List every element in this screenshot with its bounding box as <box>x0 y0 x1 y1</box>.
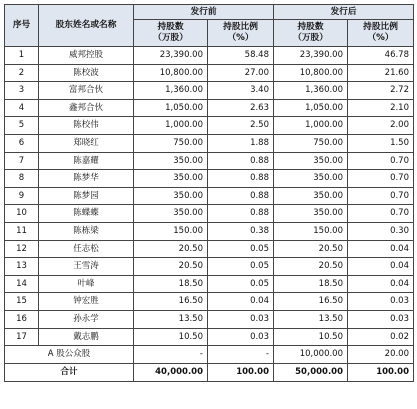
shareholder-name: 陈栋梁 <box>39 222 134 240</box>
total-row <box>5 363 414 381</box>
table-row <box>5 134 414 152</box>
group-header-after: 发行后 <box>274 5 414 20</box>
shareholder-name: 孙永学 <box>39 310 134 328</box>
before-ratio: 0.04 <box>208 293 274 311</box>
col-header-before-ratio <box>208 20 274 47</box>
after-shares: 350.00 <box>274 205 348 223</box>
before-shares: 10.50 <box>134 328 208 346</box>
public-after-shares: 10,000.00 <box>274 346 348 364</box>
table-row <box>5 152 414 170</box>
before-shares: 20.50 <box>134 258 208 276</box>
public-shares-row <box>5 346 414 364</box>
row-number: 11 <box>5 222 39 240</box>
after-ratio: 2.72 <box>348 82 414 100</box>
row-number: 10 <box>5 205 39 223</box>
after-ratio: 0.70 <box>348 152 414 170</box>
shareholder-name: 钟宏胜 <box>39 293 134 311</box>
before-ratio: 0.38 <box>208 222 274 240</box>
before-shares: 350.00 <box>134 205 208 223</box>
public-after-ratio: 20.00 <box>348 346 414 364</box>
before-shares: 1,000.00 <box>134 117 208 135</box>
row-number: 2 <box>5 64 39 82</box>
before-ratio: 0.88 <box>208 170 274 188</box>
after-ratio: 0.04 <box>348 275 414 293</box>
col-header-no: 序号 <box>5 5 39 47</box>
before-ratio: 0.88 <box>208 205 274 223</box>
row-number: 17 <box>5 328 39 346</box>
shareholder-name: 陈嘉耀 <box>39 152 134 170</box>
table-row <box>5 47 414 65</box>
before-shares: 1,360.00 <box>134 82 208 100</box>
before-shares: 13.50 <box>134 310 208 328</box>
shareholder-name: 郑晓红 <box>39 134 134 152</box>
after-ratio: 2.00 <box>348 117 414 135</box>
header-row-1 <box>5 5 414 20</box>
col-header-name: 股东姓名或名称 <box>39 5 134 47</box>
after-shares: 13.50 <box>274 310 348 328</box>
before-shares: 150.00 <box>134 222 208 240</box>
after-shares: 1,000.00 <box>274 117 348 135</box>
before-ratio: 0.05 <box>208 240 274 258</box>
shares-unit: （万股） <box>153 33 188 43</box>
after-ratio: 0.04 <box>348 258 414 276</box>
total-before-shares: 40,000.00 <box>134 363 208 381</box>
after-shares: 350.00 <box>274 152 348 170</box>
total-label: 合计 <box>5 363 134 381</box>
before-ratio: 2.50 <box>208 117 274 135</box>
total-after-ratio: 100.00 <box>348 363 414 381</box>
before-shares: 350.00 <box>134 170 208 188</box>
public-before-ratio: - <box>208 346 274 364</box>
ratio-unit: （%） <box>227 33 254 43</box>
after-ratio: 2.10 <box>348 99 414 117</box>
shareholder-name: 叶峰 <box>39 275 134 293</box>
after-ratio: 0.02 <box>348 328 414 346</box>
shares-label: 持股数 <box>157 22 184 33</box>
after-shares: 10,800.00 <box>274 64 348 82</box>
after-shares: 20.50 <box>274 258 348 276</box>
after-ratio: 21.60 <box>348 64 414 82</box>
shareholder-name: 陈梦园 <box>39 187 134 205</box>
after-ratio: 0.70 <box>348 170 414 188</box>
after-shares: 150.00 <box>274 222 348 240</box>
after-shares: 20.50 <box>274 240 348 258</box>
before-ratio: 1.88 <box>208 134 274 152</box>
shareholding-table-sheet <box>4 4 413 405</box>
shareholder-name: 鑫邦合伙 <box>39 99 134 117</box>
before-ratio: 27.00 <box>208 64 274 82</box>
before-shares: 750.00 <box>134 134 208 152</box>
shareholder-name: 陈蝶蝶 <box>39 205 134 223</box>
before-shares: 1,050.00 <box>134 99 208 117</box>
before-shares: 23,390.00 <box>134 47 208 65</box>
before-shares: 18.50 <box>134 275 208 293</box>
before-shares: 350.00 <box>134 152 208 170</box>
table-row <box>5 310 414 328</box>
table-row <box>5 205 414 223</box>
total-after-shares: 50,000.00 <box>274 363 348 381</box>
before-ratio: 0.03 <box>208 328 274 346</box>
table-row <box>5 240 414 258</box>
table-row <box>5 222 414 240</box>
after-shares: 750.00 <box>274 134 348 152</box>
before-ratio: 0.88 <box>208 187 274 205</box>
before-ratio: 2.63 <box>208 99 274 117</box>
after-shares: 16.50 <box>274 293 348 311</box>
shareholder-name: 陈校波 <box>39 64 134 82</box>
table-row <box>5 64 414 82</box>
before-ratio: 3.40 <box>208 82 274 100</box>
shareholder-name: 王雪涛 <box>39 258 134 276</box>
after-shares: 1,050.00 <box>274 99 348 117</box>
table-row <box>5 82 414 100</box>
before-shares: 350.00 <box>134 187 208 205</box>
before-shares: 16.50 <box>134 293 208 311</box>
ratio-label: 持股比例 <box>223 22 258 33</box>
after-ratio: 0.70 <box>348 205 414 223</box>
shares-unit: （万股） <box>293 33 328 43</box>
after-ratio: 1.50 <box>348 134 414 152</box>
row-number: 9 <box>5 187 39 205</box>
after-shares: 350.00 <box>274 170 348 188</box>
ratio-label: 持股比例 <box>363 22 398 33</box>
after-shares: 23,390.00 <box>274 47 348 65</box>
before-ratio: 0.05 <box>208 258 274 276</box>
after-ratio: 0.70 <box>348 187 414 205</box>
row-number: 12 <box>5 240 39 258</box>
before-ratio: 0.88 <box>208 152 274 170</box>
row-number: 13 <box>5 258 39 276</box>
shares-label: 持股数 <box>297 22 324 33</box>
after-ratio: 46.78 <box>348 47 414 65</box>
table-row <box>5 328 414 346</box>
row-number: 1 <box>5 47 39 65</box>
public-before-shares: - <box>134 346 208 364</box>
col-header-after-shares <box>274 20 348 47</box>
after-ratio: 0.03 <box>348 293 414 311</box>
row-number: 3 <box>5 82 39 100</box>
after-ratio: 0.03 <box>348 310 414 328</box>
table-row <box>5 293 414 311</box>
table-row <box>5 258 414 276</box>
row-number: 14 <box>5 275 39 293</box>
shareholder-name: 戴志鹏 <box>39 328 134 346</box>
ratio-unit: （%） <box>367 33 394 43</box>
shareholder-name: 富邦合伙 <box>39 82 134 100</box>
row-number: 15 <box>5 293 39 311</box>
row-number: 16 <box>5 310 39 328</box>
group-header-before: 发行前 <box>134 5 274 20</box>
after-shares: 1,360.00 <box>274 82 348 100</box>
after-shares: 350.00 <box>274 187 348 205</box>
col-header-before-shares <box>134 20 208 47</box>
row-number: 5 <box>5 117 39 135</box>
after-ratio: 0.04 <box>348 240 414 258</box>
shareholder-name: 威邦控股 <box>39 47 134 65</box>
table-row <box>5 275 414 293</box>
table-row <box>5 117 414 135</box>
row-number: 8 <box>5 170 39 188</box>
total-before-ratio: 100.00 <box>208 363 274 381</box>
shareholder-name: 陈梦华 <box>39 170 134 188</box>
before-ratio: 0.05 <box>208 275 274 293</box>
row-number: 4 <box>5 99 39 117</box>
before-shares: 20.50 <box>134 240 208 258</box>
before-shares: 10,800.00 <box>134 64 208 82</box>
after-ratio: 0.30 <box>348 222 414 240</box>
before-ratio: 0.03 <box>208 310 274 328</box>
before-ratio: 58.48 <box>208 47 274 65</box>
row-number: 7 <box>5 152 39 170</box>
table-row <box>5 99 414 117</box>
shareholding-table <box>4 4 414 382</box>
table-body <box>5 5 414 382</box>
shareholder-name: 任志松 <box>39 240 134 258</box>
col-header-after-ratio <box>348 20 414 47</box>
table-row <box>5 170 414 188</box>
table-row <box>5 187 414 205</box>
after-shares: 18.50 <box>274 275 348 293</box>
shareholder-name: 陈校伟 <box>39 117 134 135</box>
public-shares-name: A 股公众股 <box>5 346 134 364</box>
row-number: 6 <box>5 134 39 152</box>
after-shares: 10.50 <box>274 328 348 346</box>
